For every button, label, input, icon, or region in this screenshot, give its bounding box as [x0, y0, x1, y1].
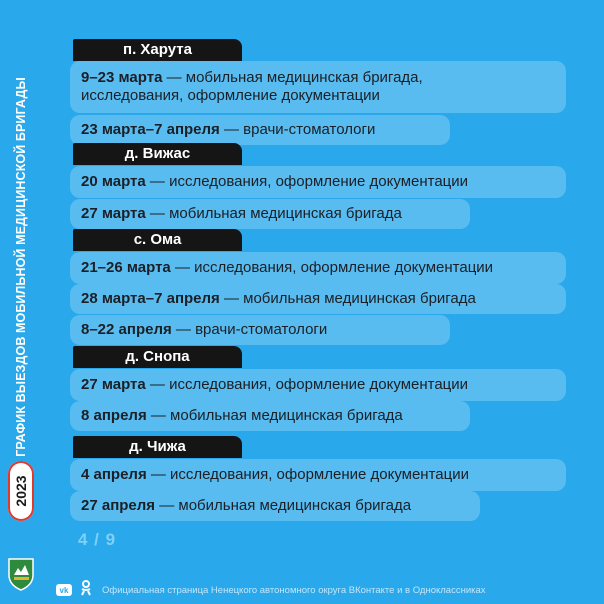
- row-line: [81, 497, 480, 515]
- vertical-title: [10, 77, 32, 457]
- row-desc: — исследования, оформление документации: [170, 259, 494, 276]
- schedule-row: [70, 315, 450, 345]
- row-date: 4 апреля: [81, 466, 147, 483]
- schedule-row: [70, 166, 566, 198]
- row-date: 27 марта: [81, 376, 146, 393]
- row-date: 9–23 марта: [81, 69, 163, 86]
- page-indicator: 4 / 9: [78, 530, 117, 549]
- place-label-snopa: д. Снопа: [73, 346, 242, 368]
- region-emblem-icon: [6, 555, 36, 591]
- row-date: 20 марта: [81, 173, 146, 190]
- row-line: [81, 69, 566, 87]
- row-line-2: исследования, оформление документации: [81, 87, 380, 104]
- year-badge: [8, 461, 34, 521]
- row-date: 8–22 апреля: [81, 321, 172, 338]
- schedule-row: [70, 491, 480, 521]
- row-desc: — исследования, оформление документации: [145, 376, 469, 393]
- ok-icon[interactable]: [80, 580, 92, 601]
- schedule-row: [70, 369, 566, 401]
- schedule-row: [70, 61, 566, 113]
- row-line: [81, 321, 450, 339]
- vk-icon[interactable]: [56, 583, 72, 601]
- svg-text:vk: vk: [59, 586, 69, 595]
- row-date: 27 марта: [81, 205, 146, 222]
- row-date: 27 апреля: [81, 497, 156, 514]
- row-desc: — исследования, оформление документации: [146, 466, 469, 483]
- row-line: [81, 376, 566, 394]
- row-line: [81, 290, 566, 308]
- place-label-haruta: п. Харута: [73, 39, 242, 61]
- row-date: 8 апреля: [81, 407, 147, 424]
- row-line: [81, 121, 450, 139]
- schedule-row: [70, 401, 470, 431]
- schedule-row: [70, 252, 566, 284]
- row-desc: — мобильная медицинская бригада: [155, 497, 412, 514]
- footer-text[interactable]: Официальная страница Ненецкого автономного округа ВКонтакте и в Одноклассниках: [102, 585, 486, 596]
- place-label-chizha: д. Чижа: [73, 436, 242, 458]
- row-desc: — мобильная медицинская бригада: [145, 205, 402, 222]
- row-desc: — врачи-стоматологи: [171, 321, 328, 338]
- row-desc: — исследования, оформление документации: [145, 173, 469, 190]
- row-desc: — мобильная медицинская бригада: [219, 290, 476, 307]
- row-line: [81, 407, 470, 425]
- row-date: 23 марта–7 апреля: [81, 121, 220, 138]
- place-label-vizhas: д. Вижас: [73, 143, 242, 165]
- schedule-row: [70, 459, 566, 491]
- schedule-row: [70, 115, 450, 145]
- row-line: [81, 205, 470, 223]
- place-label-oma: с. Ома: [73, 229, 242, 251]
- row-date: 28 марта–7 апреля: [81, 290, 220, 307]
- row-desc: — мобильная медицинская бригада,: [162, 69, 423, 86]
- row-line: [81, 173, 566, 191]
- row-desc: — врачи-стоматологи: [219, 121, 376, 138]
- row-line: [81, 259, 566, 277]
- year-text: 2023: [13, 475, 29, 507]
- row-desc: — мобильная медицинская бригада: [146, 407, 403, 424]
- vertical-title-text: ГРАФИК ВЫЕЗДОВ МОБИЛЬНОЙ МЕДИЦИНСКОЙ БРИГАДЫ: [14, 77, 28, 457]
- schedule-row: [70, 199, 470, 229]
- schedule-row: [70, 284, 566, 314]
- row-line: [81, 466, 566, 484]
- row-date: 21–26 марта: [81, 259, 171, 276]
